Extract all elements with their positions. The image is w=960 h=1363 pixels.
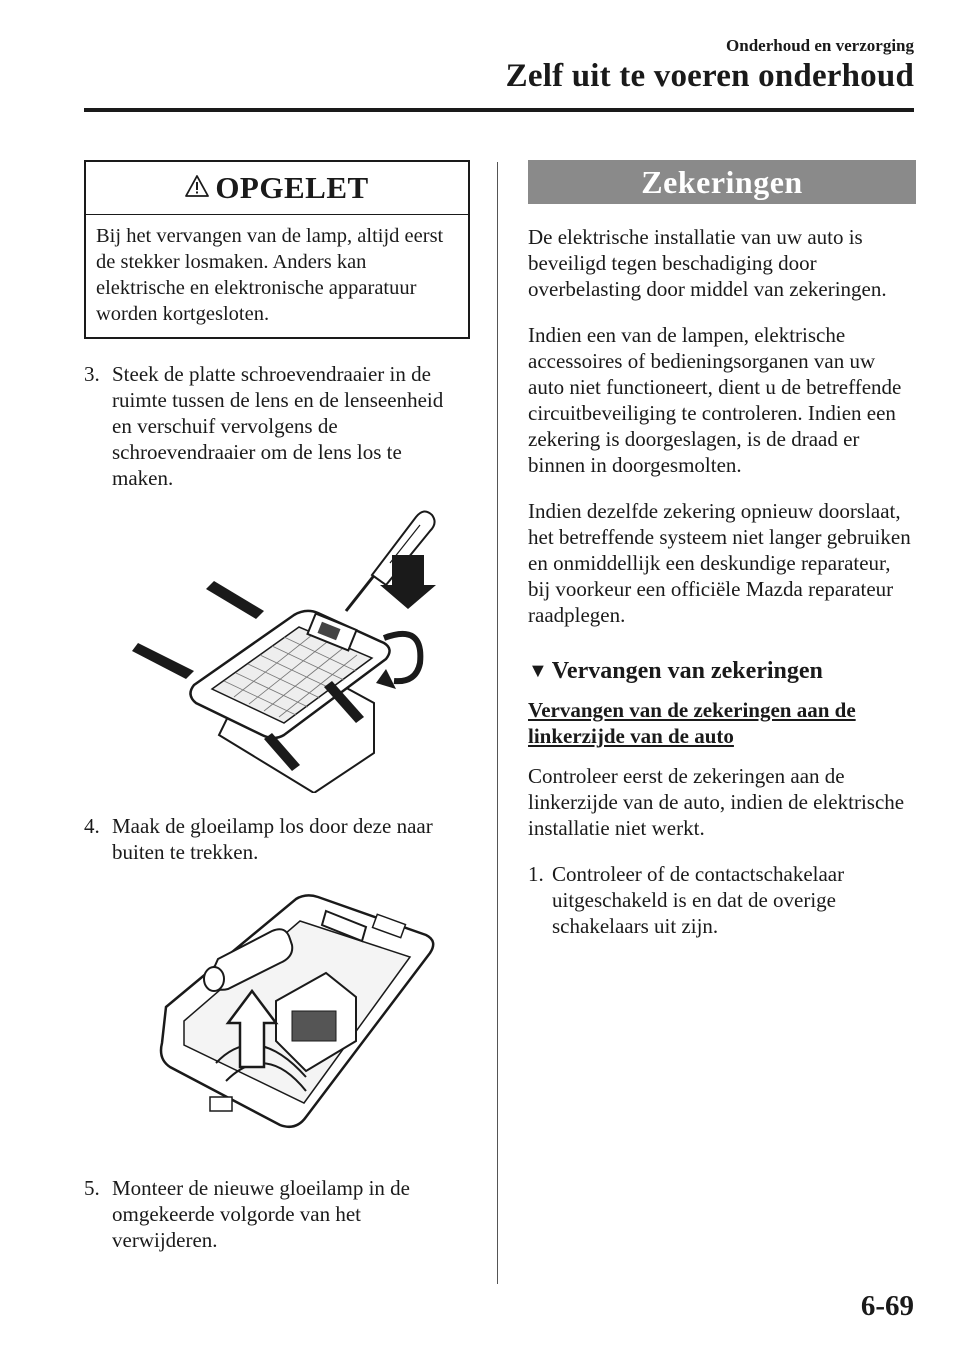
section-heading: Zekeringen xyxy=(528,160,916,204)
step-text: Controleer of de contactschakelaar uitgeschakeld is en dat de overige schakelaars uit zijn. xyxy=(552,862,845,938)
step-line: omgekeerde volgorde van het xyxy=(112,1202,361,1226)
step-line: ruimte tussen de lens en de lenseenheid xyxy=(112,388,444,412)
subheading xyxy=(528,658,916,685)
lens-removal-illustration xyxy=(124,503,464,793)
step-line: verwijderen. xyxy=(112,1228,218,1252)
step-line: Maak de gloeilamp los door deze naar xyxy=(112,814,433,838)
step-4 xyxy=(84,813,470,865)
column-divider xyxy=(497,162,498,1284)
step-text xyxy=(112,813,470,865)
subheading-text: Vervangen van zekeringen xyxy=(551,658,823,684)
step-number: 3. xyxy=(84,362,100,386)
step-5 xyxy=(84,1175,470,1253)
caution-header xyxy=(86,162,468,215)
left-column xyxy=(84,160,470,1253)
fuses-left-side: Controleer eerst de zekeringen aan de linkerzijde van de auto, indien de elektrische installatie niet werkt. xyxy=(528,764,905,840)
caution-text: Bij het vervangen van de lamp, altijd eerst de stekker losmaken. Anders kan elektrische en elektronische apparatuur worden kortgesloten. xyxy=(96,225,444,325)
fuses-repeat: Indien dezelfde zekering opnieuw doorslaat, het betreffende systeem niet langer gebruiken en onmiddellijk een deskundige reparateur, bij voorkeur een officiële Mazda reparateur raadplegen. xyxy=(528,499,911,627)
step-text xyxy=(112,361,470,491)
warning-icon xyxy=(185,175,209,202)
fuses-intro: De elektrische installatie van uw auto is beveiligd tegen beschadiging door overbelasting door middel van zekeringen. xyxy=(528,225,887,301)
step-line: Monteer de nieuwe gloeilamp in de xyxy=(112,1176,410,1200)
underlined-heading: Vervangen van de zekeringen aan de linkerzijde van de auto xyxy=(528,698,856,748)
step-line: en verschuif vervolgens de xyxy=(112,414,338,438)
step-number: 4. xyxy=(84,814,100,838)
right-column xyxy=(528,160,916,939)
header-rule xyxy=(84,108,914,112)
bulb-removal-illustration xyxy=(156,881,446,1151)
step-number: 1. xyxy=(528,862,544,886)
section-label: Onderhoud en verzorging xyxy=(726,36,914,55)
step-3 xyxy=(84,361,470,491)
caution-box xyxy=(84,160,470,339)
step-1 xyxy=(528,861,916,939)
step-text xyxy=(112,1175,470,1253)
triangle-down-icon: ▼ xyxy=(528,660,548,682)
page-title: Zelf uit te voeren onderhoud xyxy=(505,58,914,94)
step-number: 5. xyxy=(84,1176,100,1200)
step-line: schroevendraaier om de lens los te xyxy=(112,440,402,464)
step-line: maken. xyxy=(112,466,174,490)
fuses-check: Indien een van de lampen, elektrische accessoires of bedieningsorganen van uw auto niet functioneert, dient u de betreffende circuitbeveiliging te controleren. Indien een zekering is doorgeslagen, is de draad er binnen in doorgesmolten. xyxy=(528,323,902,477)
step-line: buiten te trekken. xyxy=(112,840,259,864)
caution-title: OPGELET xyxy=(215,170,369,205)
step-line: Steek de platte schroevendraaier in de xyxy=(112,362,431,386)
page-number: 6-69 xyxy=(860,1290,914,1322)
